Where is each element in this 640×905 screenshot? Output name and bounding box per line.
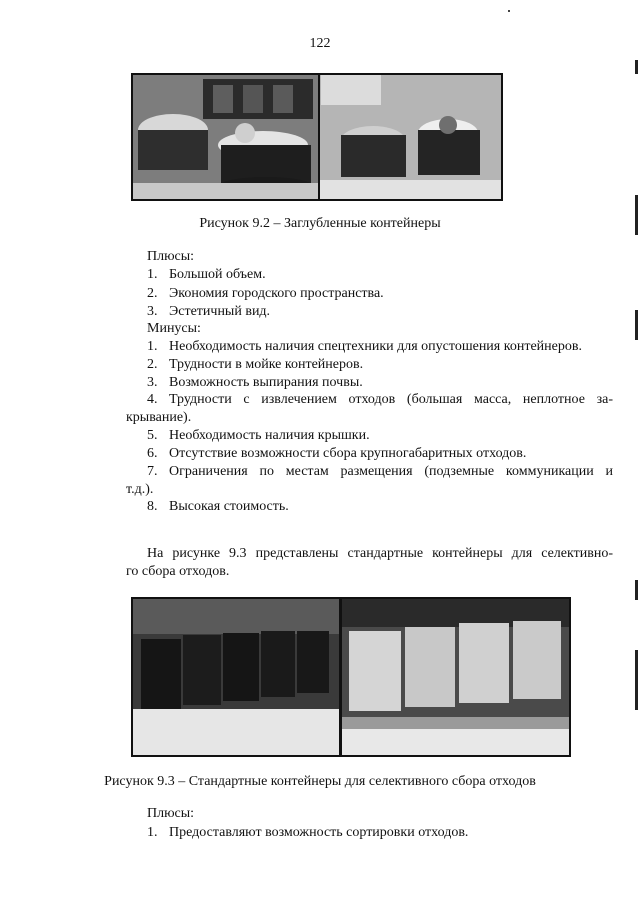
list-number: 2. — [147, 357, 158, 372]
pros-heading: Плюсы: — [147, 806, 195, 821]
paragraph-line: На рисунке 9.3 представлены стандартные контейнеры для селективно- — [147, 546, 613, 561]
list-text: Эстетичный вид. — [169, 304, 271, 319]
paragraph-line: го сбора отходов. — [126, 564, 230, 579]
list-text: Отсутствие возможности сбора крупногабаритных отходов. — [169, 446, 527, 461]
list-item — [147, 339, 582, 355]
list-text: Возможность выпирания почвы. — [169, 375, 363, 390]
figure-9-2-image — [131, 73, 503, 201]
list-number: 3. — [147, 304, 158, 319]
list-number: 1. — [147, 267, 158, 282]
list-item — [147, 304, 270, 320]
list-text: Трудности в мойке контейнеров. — [169, 357, 364, 372]
list-text: Необходимость наличия крышки. — [169, 428, 370, 443]
list-item-continuation: т.д.). — [126, 482, 154, 497]
list-number: 8. — [147, 499, 158, 514]
scan-speck — [508, 10, 510, 12]
list-number: 4. — [147, 392, 158, 407]
list-item — [147, 392, 613, 408]
scan-edge-mark — [635, 60, 638, 74]
list-item — [147, 267, 266, 283]
list-item — [147, 428, 370, 444]
list-item — [147, 499, 289, 515]
figure-9-3-caption: Рисунок 9.3 – Стандартные контейнеры для селективного сбора отходов — [104, 774, 536, 789]
list-item — [147, 375, 363, 391]
scan-edge-mark — [635, 195, 638, 235]
list-number: 7. — [147, 464, 158, 479]
list-item — [147, 825, 468, 841]
cons-heading: Минусы: — [147, 321, 201, 336]
list-item — [147, 286, 384, 302]
list-text: Трудности с извлечением отходов (большая масса, неплотное за- — [169, 392, 613, 407]
list-number: 3. — [147, 375, 158, 390]
list-text: Ограничения по местам размещения (подземные коммуникации и — [169, 464, 613, 479]
list-item — [147, 446, 526, 462]
pros-heading: Плюсы: — [147, 249, 195, 264]
list-number: 1. — [147, 339, 158, 354]
list-item-continuation: крывание). — [126, 410, 192, 425]
list-text: Высокая стоимость. — [169, 499, 289, 514]
list-item — [147, 357, 363, 373]
list-number: 2. — [147, 286, 158, 301]
list-number: 1. — [147, 825, 158, 840]
list-text: Экономия городского пространства. — [169, 286, 384, 301]
list-text: Предоставляют возможность сортировки отходов. — [169, 825, 469, 840]
list-text: Большой объем. — [169, 267, 266, 282]
scan-edge-mark — [635, 650, 638, 710]
list-number: 5. — [147, 428, 158, 443]
page-number: 122 — [309, 36, 331, 51]
figure-9-3-image — [131, 597, 571, 757]
scan-edge-mark — [635, 310, 638, 340]
figure-9-2-caption: Рисунок 9.2 – Заглубленные контейнеры — [199, 216, 441, 231]
list-text: Необходимость наличия спецтехники для опустошения контейнеров. — [169, 339, 582, 354]
list-item — [147, 464, 613, 480]
scan-edge-mark — [635, 580, 638, 600]
list-number: 6. — [147, 446, 158, 461]
